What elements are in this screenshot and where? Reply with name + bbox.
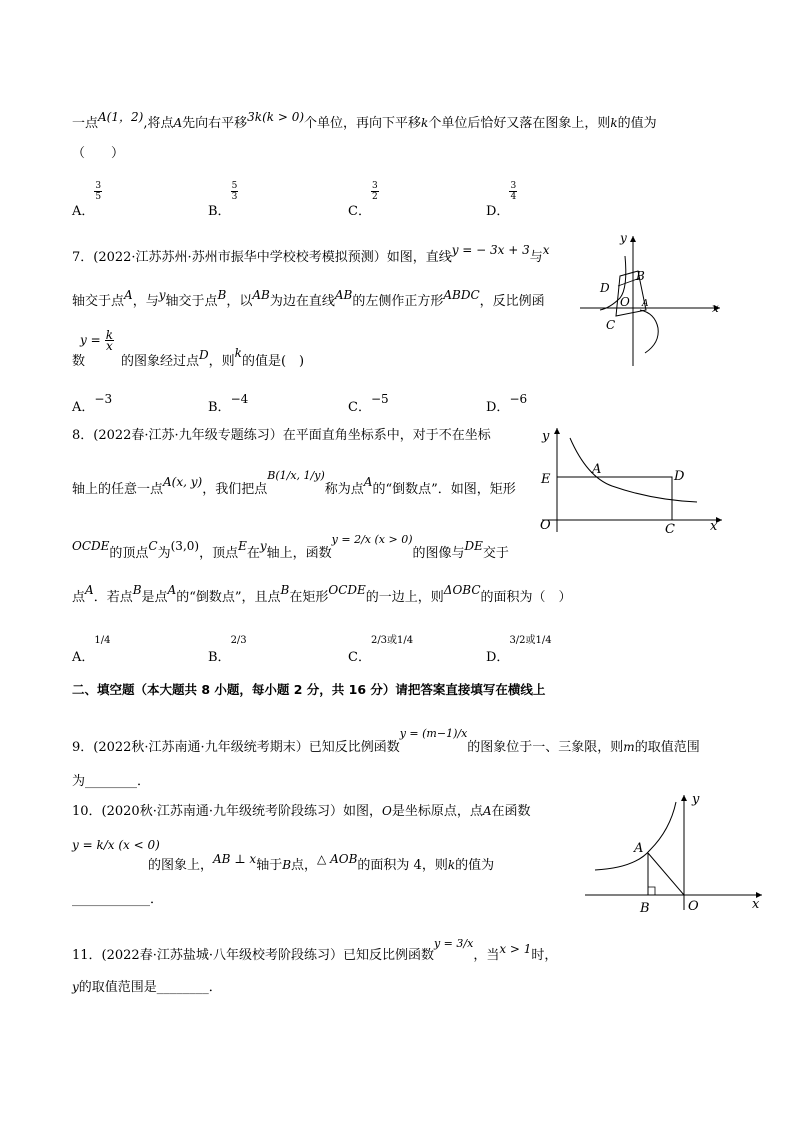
fraction [105,330,114,351]
label-e: E [541,472,551,487]
q8-line1: 8．(2022春·江苏·九年级专题练习）在平面直角坐标系中，对于不在坐标 [72,428,491,443]
math: A(1，2) [98,110,144,124]
option-label: B． [208,400,231,415]
y-arrow-icon [554,428,560,434]
text: 的图象上， [148,858,214,873]
label-y: y [620,231,627,245]
math: OCDE [328,583,366,597]
denominator: 4 [510,192,517,202]
math: B [280,583,290,597]
math: B [132,583,142,597]
math: y [72,980,79,994]
text: 的一边上，则 [365,590,444,605]
math: A [85,583,94,597]
q8-line2 [72,469,516,497]
q8-line3 [72,533,509,561]
text: 轴上的任意一点 [72,482,164,497]
segment-ao [648,853,684,895]
math: ABDC [443,288,480,302]
numerator: 3 [371,181,378,191]
math: A [173,116,183,130]
numerator: 5 [231,181,238,191]
math: E [238,539,247,553]
text: ，则 [208,354,235,369]
q10-figure [580,790,770,915]
y-arrow-icon [630,236,636,242]
math: B(1/x, 1/y) [267,469,325,482]
q9-line1 [72,727,700,755]
q10-line3: ____________． [72,892,164,907]
y-arrow-icon [681,795,687,801]
q7-option-c [348,388,389,415]
q11-line1 [72,937,558,963]
right-angle-mark [648,887,655,895]
label-y: y [692,792,700,807]
denominator: 2 [371,192,378,202]
math: m [623,740,635,754]
text: 的面积为（ ） [480,590,572,605]
text: 的图象位于一、三象限，则 [467,740,624,755]
text: 在矩形 [289,590,329,605]
label-x: x [710,519,718,534]
option-label: C． [348,650,371,665]
label-a: A [642,299,649,309]
q8-figure [532,420,732,538]
math: A(x, y) [163,475,203,489]
q8-option-a [72,628,111,665]
option-label: D． [486,400,510,415]
text: 在函数 [491,804,531,819]
math: y [259,539,267,553]
text: 的值是( ) [241,354,305,369]
math: 3k(k > 0) [247,110,305,124]
fraction [509,181,517,202]
text: 一点 [72,116,99,131]
math: O [381,804,392,818]
q10-line1 [72,800,531,819]
label-c: C [606,318,616,332]
text: 9．(2022秋·江苏南通·九年级统考期末）已知反比例函数 [72,740,400,755]
math: y = k/x (x < 0) [72,838,160,852]
math: ΔOBC [443,583,481,597]
numerator: 3 [510,181,517,191]
option-label: C． [348,400,371,415]
math: AB ⊥ x [213,852,257,866]
label-a: A [592,462,602,477]
option-value: −3 [94,392,113,406]
text: 的值为 [617,116,657,131]
label-b: B [636,269,645,283]
text: ，以 [226,294,253,309]
q7-line1 [72,243,550,265]
math: DE [464,539,483,553]
option-label: B． [208,204,231,219]
text: 交于 [482,546,509,561]
text: 称为点 [324,482,364,497]
q7-line2 [72,290,545,309]
denominator: x [106,339,113,353]
label-x: x [752,897,760,912]
math: x > 1 [499,942,532,956]
text: 在 [246,546,260,561]
label-b: B [640,901,650,915]
math: y [158,288,166,302]
q7-line3: 数 的图象经过点D，则k的值是( ) [72,346,305,369]
math: x [542,243,550,257]
q9-line2: 为________． [72,774,151,789]
option-value: 1/4 [94,635,111,646]
text: 为边在直线 [269,294,335,309]
q8-line4 [72,583,572,605]
text: 个单位后恰好又落在图象上，则 [428,116,611,131]
math: B [282,858,292,872]
text: 的图像与 [412,546,465,561]
label-a: A [634,841,644,856]
text: 数 [72,354,86,369]
q11-line2 [72,976,222,995]
q7-func [80,330,114,351]
text: ，我们把点 [202,482,268,497]
text: 轴上，函数 [266,546,332,561]
math: △ AOB [317,852,358,866]
q6-line1 [72,112,657,131]
text: 的“倒数点”，且点 [176,590,281,605]
option-value: −5 [370,392,389,406]
option-label: C． [348,204,371,219]
math: y = 2/x (x > 0) [331,533,413,546]
q8-option-d [486,628,552,665]
text: ，与 [132,294,159,309]
math: y = − 3x + 3 [451,243,530,257]
q6-option-d [486,180,517,219]
text: 与 [529,250,543,265]
label-d: D [674,469,685,484]
text: 点， [291,858,318,873]
option-label: D． [486,650,510,665]
label-o: O [688,899,699,914]
q8-option-b [208,628,247,665]
rectangle-ocde [557,477,672,520]
label-o: O [540,518,551,533]
q6-option-c [348,180,379,219]
math: y = [80,333,101,347]
numerator: k [105,328,114,342]
text: 的顶点 [109,546,149,561]
math: k [447,858,456,872]
text: 为 [157,546,171,561]
text: 是坐标原点，点 [391,804,483,819]
fraction [371,181,379,202]
label-o: O [620,295,630,309]
text: ．若点 [93,590,133,605]
text: 点 [72,590,86,605]
math: k [421,116,429,130]
text: 轴交于点 [165,294,218,309]
text: 11．(2022春·江苏盐城·八年级校考阶段练习）已知反比例函数 [72,948,434,963]
q7-figure [580,228,730,368]
math: k [610,116,618,130]
option-label: B． [208,650,231,665]
math: A [124,288,133,302]
label-x: x [712,301,719,315]
option-label: D． [486,204,510,219]
hyperbola [595,802,676,870]
text: 先向右平移 [182,116,248,131]
option-label: A． [72,400,95,415]
math: AB [252,288,270,302]
math: A [167,583,177,597]
option-value: −4 [230,392,249,406]
text: ，反比例函 [479,294,545,309]
text: 是点 [141,590,168,605]
math: D [199,348,209,362]
text: 的面积为 4，则 [357,858,448,873]
option-label: A． [72,204,95,219]
text: 轴交于点 [72,294,125,309]
label-d: D [600,281,610,295]
text: ,将点 [143,116,174,131]
q6-line2: （ ） [72,146,125,161]
text: 的左侧作正方形 [352,294,444,309]
text: 10．(2020秋·江苏南通·九年级统考阶段练习）如图， [72,804,382,819]
q7-option-b [208,388,249,415]
text: 的图象经过点 [121,354,200,369]
text: 的取值范围 [634,740,700,755]
q7-option-a [72,388,113,415]
math: (3,0) [170,539,200,553]
fraction [231,181,239,202]
text: 时， [531,948,558,963]
denominator: 3 [231,192,238,202]
denominator: 5 [95,192,102,202]
fraction [94,181,102,202]
section-heading: 二、填空题（本大题共 8 小题，每小题 2 分，共 16 分）请把答案直接填写在横线上 [72,682,546,697]
math: AB [334,288,353,302]
numerator: 3 [95,181,102,191]
option-value: −6 [509,392,528,406]
q7-option-d [486,388,528,415]
q10-line2 [72,854,494,873]
math: A [482,804,492,818]
text: 的值为 [455,858,495,873]
q6-option-a [72,180,102,219]
label-y: y [542,429,550,444]
option-value: 2/3或1/4 [370,635,414,646]
text: 个单位，再向下平移 [304,116,422,131]
hyperbola-branch-4 [640,310,658,353]
text: 轴于 [256,858,283,873]
option-value: 3/2或1/4 [509,635,552,646]
text: 的“倒数点”．如图，矩形 [372,482,516,497]
math: A [363,475,373,489]
math: B [217,288,227,302]
math: C [148,539,158,553]
text: 的取值范围是________． [78,980,222,995]
q6-option-b [208,180,238,219]
math: y = (m−1)/x [399,727,468,740]
text: ，顶点 [199,546,239,561]
option-value: 2/3 [230,635,247,646]
q10-func [72,838,160,853]
text: ，当 [473,948,500,963]
math: y = 3/x [433,937,474,950]
q8-option-c [348,628,414,665]
text: 7．(2022·江苏苏州·苏州市振华中学校校考模拟预测）如图，直线 [72,250,452,265]
math: OCDE [72,539,110,553]
label-c: C [665,522,675,537]
option-label: A． [72,650,95,665]
